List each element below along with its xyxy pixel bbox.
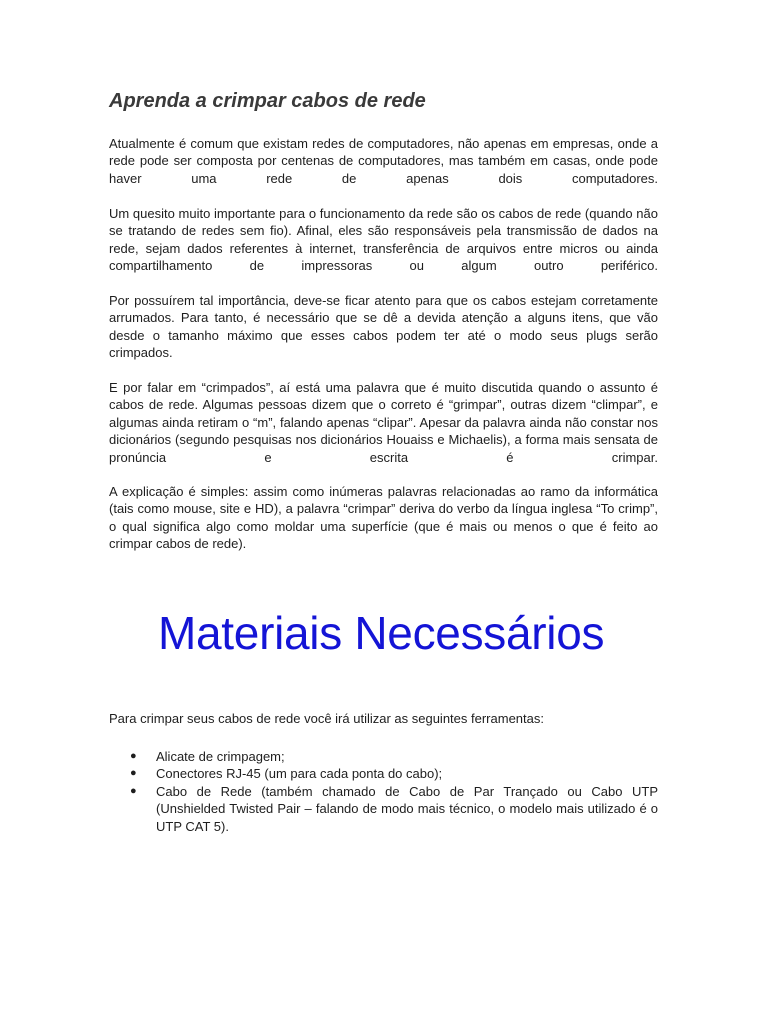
materials-intro: Para crimpar seus cabos de rede você irá utilizar as seguintes ferramentas: (109, 711, 544, 726)
list-item (130, 748, 658, 765)
list-item-text: Conectores RJ-45 (um para cada ponta do cabo); (156, 766, 443, 782)
bullet-icon: ● (130, 750, 137, 762)
paragraph-intro: Atualmente é comum que existam redes de computadores, não apenas em empresas, onde a rede pode ser composta por centenas de computadores, mas também em casas, onde pode haver uma rede de apenas dois computadores. (109, 136, 658, 186)
paragraph-attention: Por possuírem tal importância, deve-se ficar atento para que os cabos estejam corretamente arrumados. Para tanto, é necessário que se dê a devida atenção a alguns itens, que vão desde o tamanho máximo que esses cabos podem ter até o modo seus plugs serão crimpados. (109, 293, 658, 361)
list-item-text: Alicate de crimpagem; (156, 749, 285, 764)
paragraph-explanation: A explicação é simples: assim como inúmeras palavras relacionadas ao ramo da informática (tais como mouse, site e HD), a palavra “crimpar” deriva do verbo da língua inglesa “To crimp”, o qual significa algo como moldar uma superfície (que é mais ou menos o que é feito ao crimpar cabos de rede). (109, 484, 658, 552)
list-item (130, 765, 658, 782)
bullet-icon: ● (130, 784, 137, 797)
section-heading-materials: Materiais Necessários (158, 607, 605, 659)
materials-list (130, 748, 658, 835)
document-title: Aprenda a crimpar cabos de rede (109, 90, 426, 112)
paragraph-importance: Um quesito muito importante para o funcionamento da rede são os cabos de rede (quando não se tratando de redes sem fio). Afinal, eles são responsáveis pela transmissão de dados na rede, sejam dados referentes à internet, transferência de arquivos entre micros ou ainda compartilhamento de impressoras ou algum outro periférico. (109, 206, 658, 274)
list-item (130, 783, 658, 835)
bullet-icon: ● (130, 767, 137, 780)
paragraph-crimpados: E por falar em “crimpados”, aí está uma palavra que é muito discutida quando o assunto é cabos de rede. Algumas pessoas dizem que o correto é “grimpar”, outras dizem “climpar”, e algumas ainda retiram o “m”, falando apenas “clipar”. Apesar da palavra ainda não constar nos dicionários (segundo pesquisas nos dicionários Houaiss e Michaelis), a forma mais sensata de pronúncia e escrita é crimpar. (109, 380, 658, 465)
list-item-text: Cabo de Rede (também chamado de Cabo de Par Trançado ou Cabo UTP (Unshielded Twisted Pair – falando de modo mais técnico, o modelo mais utilizado é o UTP CAT 5). (156, 783, 658, 834)
